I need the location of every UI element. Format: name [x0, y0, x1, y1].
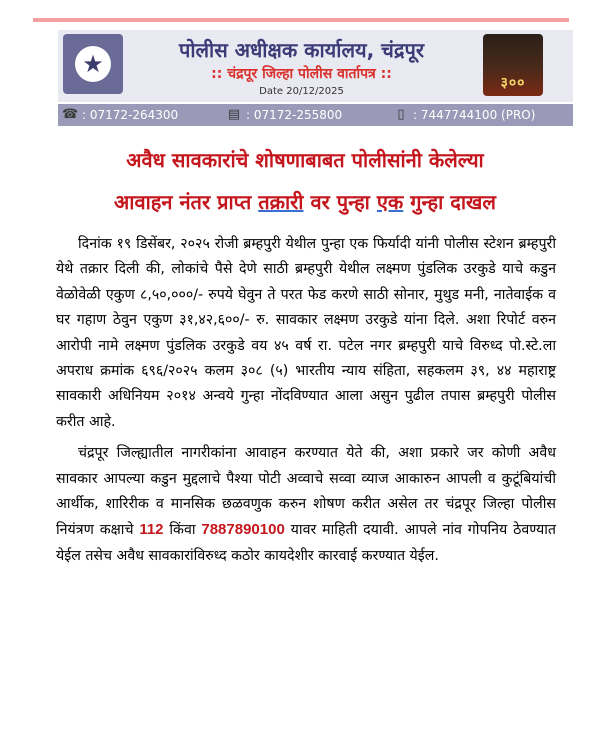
appeal-text: चंद्रपूर जिल्ह्यातील नागरीकांना आवाहन करण्यात येते की, अशा प्रकारे जर कोणी अवैध सावकार आपल्या कडुन मुद्दलाचे पैश्या पोटी अव्वाचे सव्वा व्याज आकारुन आपली व कुटूंबियांची आर्थीक, शारिरीक व मानसिक छळवणुक करुन शोषण करीत असेल तर चंद्रपूर जिल्हा पोलीस नियंत्रण कक्षाचे	[56, 445, 556, 539]
mobile-phone-icon: ▯	[397, 107, 405, 122]
emergency-number: 112	[139, 521, 164, 539]
anniversary-badge-logo	[483, 34, 543, 96]
appeal-text: किंवा	[163, 522, 202, 539]
telephone-number: : 07172-264300	[82, 108, 179, 122]
fax-number: : 07172-255800	[246, 108, 343, 122]
telephone-contact	[62, 107, 178, 123]
newsletter-subtitle: :: चंद्रपूर जिल्हा पोलीस वार्तापत्र ::	[211, 66, 392, 82]
fax-contact	[226, 107, 342, 123]
police-emblem-logo	[63, 34, 123, 94]
paragraph-appeal	[56, 441, 556, 569]
headline-text-underlined: तक्रारी	[258, 190, 304, 214]
headline-text: आवाहन नंतर प्राप्त	[114, 190, 259, 214]
telephone-icon: ☎	[62, 107, 79, 122]
issue-date: Date 20/12/2025	[259, 86, 344, 97]
top-divider	[33, 18, 569, 22]
star-icon: ★	[75, 46, 111, 82]
paragraph-incident: दिनांक १९ डिसेंबर, २०२५ रोजी ब्रम्हपुरी येथील पुन्हा एक फिर्यादी यांनी पोलीस स्टेशन ब्रम्हपुरी येथे तक्रार दिली की, लोकांचे पैसे देणे साठी ब्रम्हपुरी येथील लक्ष्मण पुंडलिक उरकुडे याचे कडुन वेळोवेळी एकुण ८,५०,०००/- रुपये घेवुन ते परत फेड करणे साठी सोनार, मुथुड मनी, नातेवाईक व घर गहाण ठेवुन एकुण ३१,४२,६००/- रु. सावकार लक्ष्मण उरकुडे यांना दिले. अशा रिपोर्ट वरुन आरोपी नामे लक्ष्मण पुंडलिक उरकुडे वय ४५ वर्ष रा. पटेल नगर ब्रम्हपुरी याचे विरुध्द पो.स्टे.ला अपराध क्रमांक ६९६/२०२५ कलम ३०८ (५) भारतीय न्याय संहिता, सहकलम ३९, ४४ महाराष्ट्र सावकारी अधिनियम २०१४ अन्वये गुन्हा नोंदविण्यात आला असुन पुढील तपास ब्रम्हपुरी पोलीस करीत आहे.	[56, 236, 556, 430]
headline-line-2	[40, 188, 570, 215]
fax-icon: ▤	[227, 107, 241, 122]
headline-text: वर पुन्हा	[303, 190, 377, 214]
appeal-text: यावर माहिती दयावी. आपले नांव गोपनिय ठेवण्यात येईल तसेच अवैध सावकारांविरुध्द कठोर कायदेशीर कारवाई करण्यात येईल.	[56, 522, 556, 564]
badge-number: ३००	[500, 75, 526, 91]
helpline-number: 7887890100	[201, 521, 285, 539]
contact-bar	[58, 104, 573, 126]
headline-line-1: अवैध सावकारांचे शोषणाबाबत पोलीसांनी केलेल्या	[126, 148, 484, 172]
headline-text: गुन्हा दाखल	[403, 190, 496, 214]
article-body	[56, 232, 556, 569]
office-title: पोलीस अधीक्षक कार्यालय, चंद्रपूर	[178, 38, 425, 62]
mobile-number: : 7447744100 (PRO)	[413, 108, 536, 122]
headline-text-underlined: एक	[376, 190, 404, 214]
mobile-contact	[393, 107, 535, 123]
